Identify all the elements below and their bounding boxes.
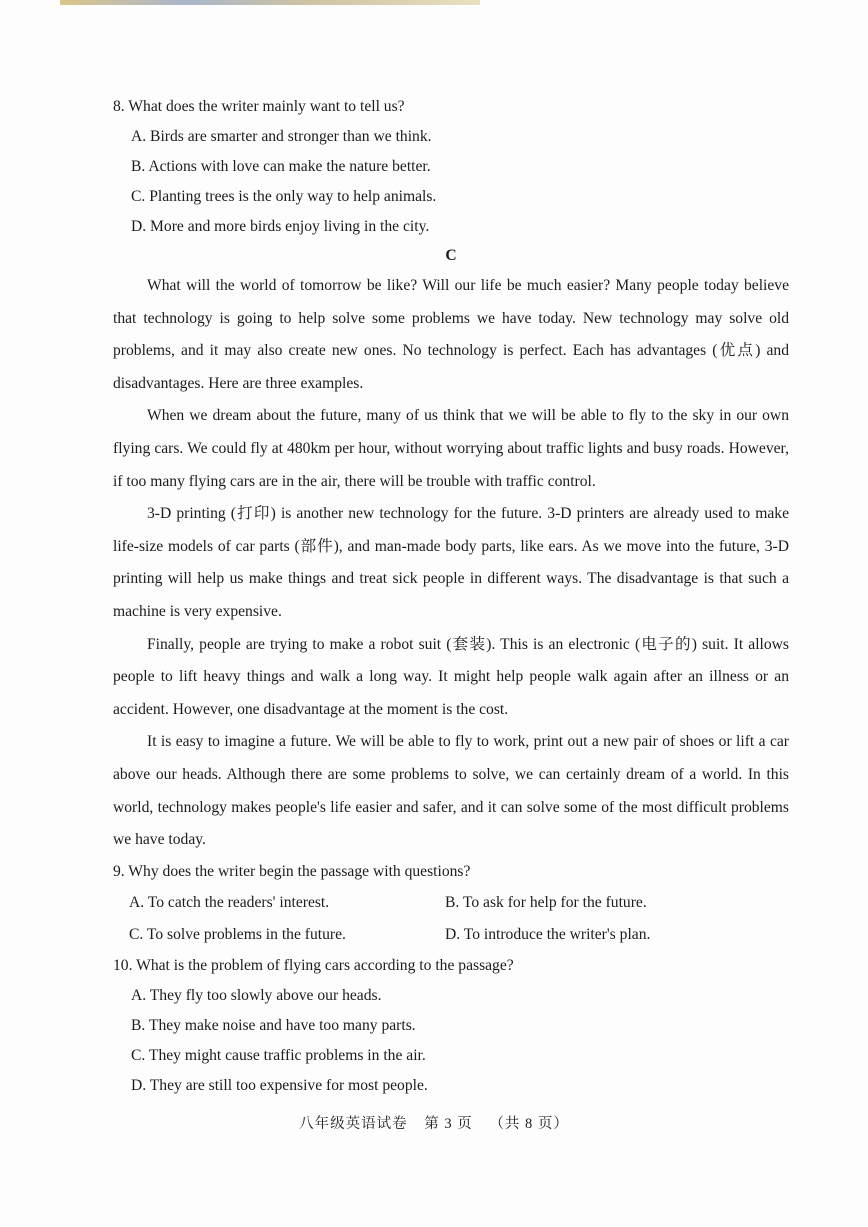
question-9-options-row-1 — [129, 887, 789, 919]
question-8: 8. What does the writer mainly want to tell us? — [113, 98, 405, 115]
passage-paragraph-3: 3-D printing (打印) is another new technology for the future. 3-D printers are already used to make life-size models of car parts (部件), and man-made body parts, like ears. As we move into the future, 3-D printing will help us make things and treat sick people in different ways. The disadvantage is that such a machine is very expensive. — [113, 505, 789, 620]
question-10-option-a: A. They fly too slowly above our heads. — [131, 986, 382, 1004]
passage-paragraph-1: What will the world of tomorrow be like? Will our life be much easier? Many people today believe that technology is going to help solve some problems we have today. New technology may solve old problems, and it may also create new ones. No technology is perfect. Each has advantages (优点) and disadvantages. Here are three examples. — [113, 277, 789, 392]
question-9: 9. Why does the writer begin the passage with questions? — [113, 862, 471, 880]
footer-exam-title: 八年级英语试卷 — [299, 1116, 408, 1132]
question-10: 10. What is the problem of flying cars according to the passage? — [113, 956, 514, 974]
footer-total-pages: （共 8 页） — [489, 1116, 569, 1132]
question-8-option-c: C. Planting trees is the only way to help animals. — [131, 188, 437, 205]
question-9-option-c: C. To solve problems in the future. — [129, 925, 346, 943]
question-9-option-d: D. To introduce the writer's plan. — [445, 925, 651, 943]
section-label: C — [445, 247, 457, 264]
question-10-option-b: B. They make noise and have too many parts. — [131, 1016, 416, 1034]
passage-paragraph-2: When we dream about the future, many of us think that we will be able to fly to the sky in our own flying cars. We could fly at 480km per hour, without worrying about traffic lights and busy roads. However, if too many flying cars are in the air, there will be trouble with traffic control. — [113, 407, 789, 490]
question-9-options-row-2 — [129, 919, 789, 951]
question-10-option-c: C. They might cause traffic problems in the air. — [131, 1046, 426, 1064]
question-8-option-d: D. More and more birds enjoy living in the city. — [131, 218, 430, 235]
page-footer — [0, 1112, 868, 1133]
page-content — [113, 92, 789, 1101]
passage-paragraph-4: Finally, people are trying to make a robot suit (套装). This is an electronic (电子的) suit. It allows people to lift heavy things and walk a long way. It might help people walk again after an illness or an accident. However, one disadvantage at the moment is the cost. — [113, 635, 789, 718]
question-9-option-b: B. To ask for help for the future. — [445, 893, 647, 911]
question-10-option-d: D. They are still too expensive for most people. — [131, 1076, 428, 1094]
question-8-option-b: B. Actions with love can make the nature better. — [131, 158, 431, 175]
scan-edge-mark — [60, 0, 480, 5]
passage-paragraph-5: It is easy to imagine a future. We will be able to fly to work, print out a new pair of shoes or lift a car above our heads. Although there are some problems to solve, we can certainly dream of a world. In this world, technology makes people's life easier and safer, and it can solve some of the most difficult problems we have today. — [113, 733, 789, 849]
question-8-option-a: A. Birds are smarter and stronger than we think. — [131, 128, 432, 145]
footer-page-number: 第 3 页 — [424, 1116, 473, 1132]
question-9-option-a: A. To catch the readers' interest. — [129, 893, 330, 911]
